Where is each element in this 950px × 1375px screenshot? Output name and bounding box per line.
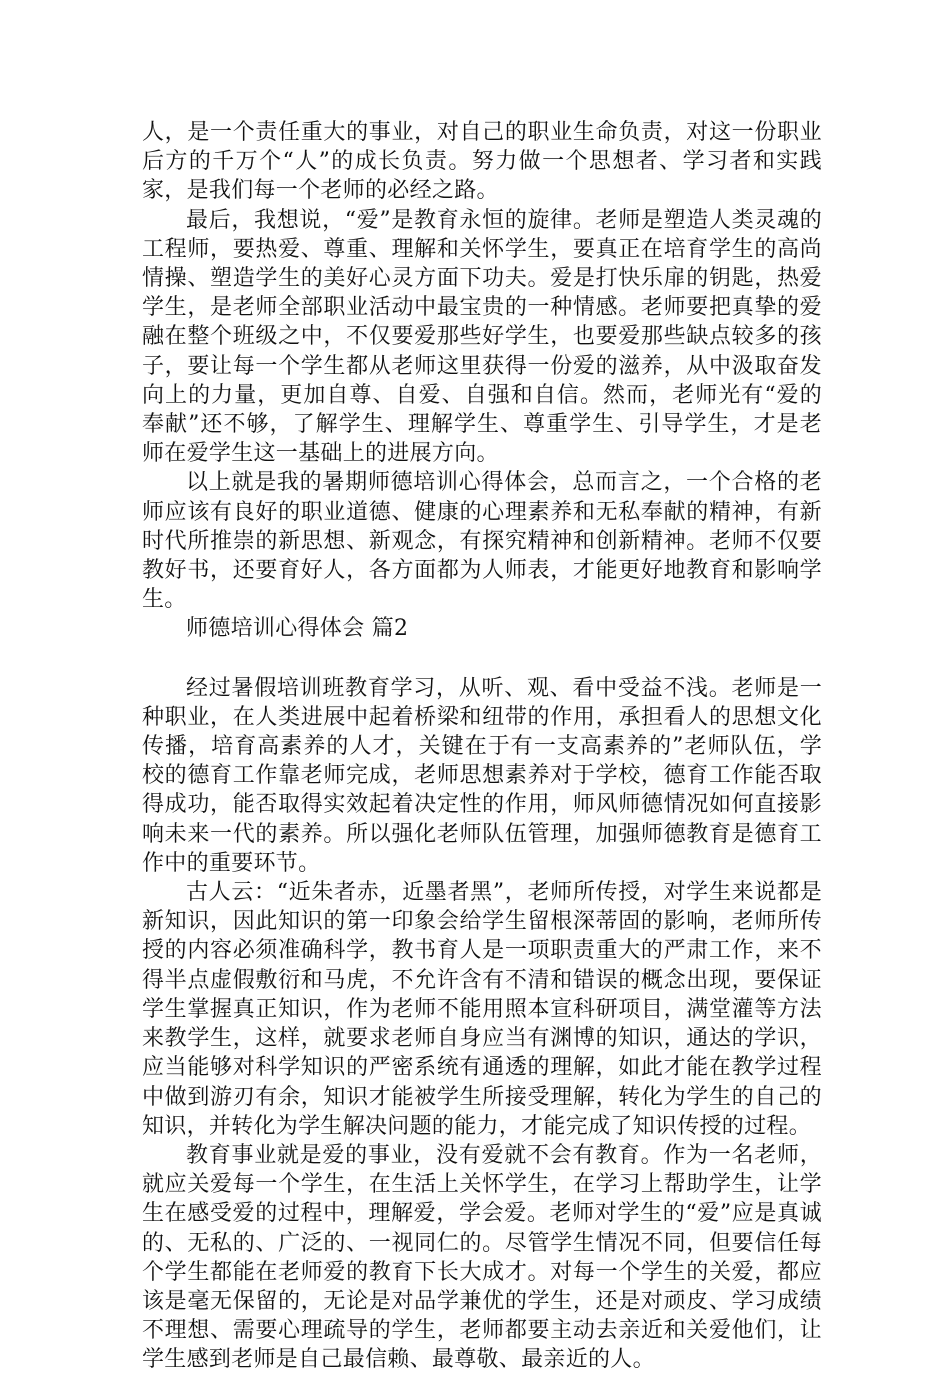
paragraph-education-love: 教育事业就是爱的事业，没有爱就不会有教育。作为一名老师，就应关爱每一个学生，在生活上关怀学生，在学习上帮助学生，让学生在感受爱的过程中，理解爱，学会爱。老师对学生的“爱”应是真诚的、无私的、广泛的、一视同仁的。尽管学生情况不同，但要信任每个学生都能在老师爱的教育下长大成才。对每一个学生的关爱，都应该是毫无保留的，无论是对品学兼优的学生，还是对顽皮、学习成绩不理想、需要心理疏导的学生，老师都要主动去亲近和关爱他们，让学生感到老师是自己最信赖、最尊敬、最亲近的人。 (142, 1142, 822, 1373)
paragraph-continued: 人，是一个责任重大的事业，对自己的职业生命负责，对这一份职业后方的千万个“人”的成长负责。努力做一个思想者、学习者和实践家，是我们每一个老师的必经之路。 (142, 120, 822, 204)
blank-line (142, 644, 822, 674)
paragraph-ancient-saying: 古人云：“近朱者赤，近墨者黑”，老师所传授，对学生来说都是新知识，因此知识的第一印象会给学生留根深蒂固的影响，老师所传授的内容必须准确科学，教书育人是一项职责重大的严肃工作，来不得半点虚假敷衍和马虎，不允许含有不清和错误的概念出现，要保证学生掌握真正知识，作为老师不能用照本宣科研项目，满堂灌等方法来教学生，这样，就要求老师自身应当有渊博的知识，通达的学识，应当能够对科学知识的严密系统有通透的理解，如此才能在教学过程中做到游刃有余，知识才能被学生所接受理解，转化为学生的自己的知识，并转化为学生解决问题的能力，才能完成了知识传授的过程。 (142, 880, 822, 1139)
paragraph-training: 经过暑假培训班教育学习，从听、观、看中受益不浅。老师是一种职业，在人类进展中起着桥梁和纽带的作用，承担看人的思想文化传播，培育高素养的人才，关键在于有一支高素养的”老师队伍，学校的德育工作靠老师完成，老师思想素养对于学校，德育工作能否取得成功，能否取得实效起着决定性的作用，师风师德情况如何直接影响未来一代的素养。所以强化老师队伍管理，加强师德教育是德育工作中的重要环节。 (142, 675, 822, 876)
paragraph-summary: 以上就是我的暑期师德培训心得体会，总而言之，一个合格的老师应该有良好的职业道德、健康的心理素养和无私奉献的精神，有新时代所推崇的新思想、新观念，有探究精神和创新精神。老师不仅要教好书，还要育好人，各方面都为人师表，才能更好地教育和影响学生。 (142, 470, 822, 613)
section-title-part-2: 师德培训心得体会 篇2 (186, 616, 409, 642)
document-body (142, 118, 822, 1375)
paragraph-love-melody: 最后，我想说，“爱”是教育永恒的旋律。老师是塑造人类灵魂的工程师，要热爱、尊重、理解和关怀学生，要真正在培育学生的高尚情操、塑造学生的美好心灵方面下功夫。爱是打快乐扉的钥匙，热爱学生，是老师全部职业活动中最宝贵的一种情感。老师要把真挚的爱融在整个班级之中，不仅要爱那些好学生，也要爱那些缺点较多的孩子，要让每一个学生都从老师这里获得一份爱的滋养，从中汲取奋发向上的力量，更加自尊、自爱、自强和自信。然而，老师光有“爱的奉献”还不够，了解学生、理解学生、尊重学生、引导学生，才是老师在爱学生这一基础上的进展方向。 (142, 207, 822, 467)
